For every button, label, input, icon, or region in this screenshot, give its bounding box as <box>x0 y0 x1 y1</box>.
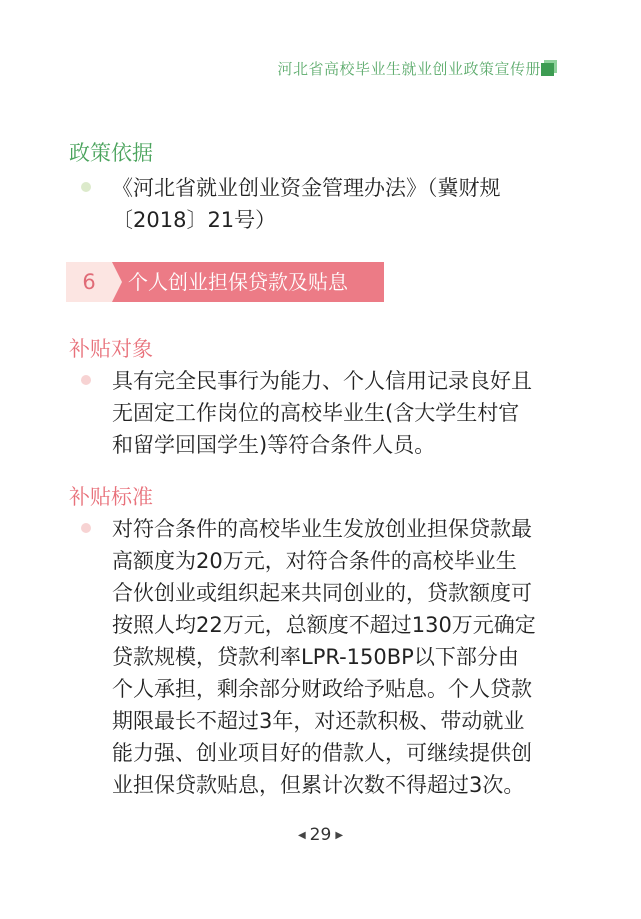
policy-basis-heading: 政策依据 <box>69 141 153 165</box>
text-line: 贷款规模，贷款利率LPR-150BP以下部分由 <box>112 645 519 669</box>
page-number-text: 29 <box>309 825 332 845</box>
triangle-left-icon: ◀ <box>297 829 306 841</box>
text-line: 和留学回国学生)等符合条件人员。 <box>112 433 436 457</box>
text-line: 对符合条件的高校毕业生发放创业担保贷款最 <box>112 517 532 541</box>
subsidy-target-text <box>112 365 560 461</box>
text-line: 期限最长不超过3年，对还款积极、带动就业 <box>112 709 525 733</box>
policy-basis-line2: 〔2018〕21号） <box>112 208 277 232</box>
subsidy-standard-text <box>112 513 560 801</box>
bullet-icon <box>81 375 91 385</box>
triangle-right-icon: ▶ <box>335 829 344 841</box>
text-line: 能力强、创业项目好的借款人，可继续提供创 <box>112 741 532 765</box>
text-line: 无固定工作岗位的高校毕业生(含大学生村官 <box>112 401 520 425</box>
text-line: 具有完全民事行为能力、个人信用记录良好且 <box>112 369 532 393</box>
book-icon <box>541 60 557 76</box>
subsidy-target-heading: 补贴对象 <box>69 337 153 361</box>
bullet-icon <box>81 182 91 192</box>
text-line: 按照人均22万元，总额度不超过130万元确定 <box>112 613 536 637</box>
text-line: 业担保贷款贴息，但累计次数不得超过3次。 <box>112 773 525 797</box>
bullet-icon <box>81 523 91 533</box>
section-number: 6 <box>82 270 96 294</box>
text-line: 个人承担，剩余部分财政给予贴息。个人贷款 <box>112 677 532 701</box>
section-title: 个人创业担保贷款及贴息 <box>128 270 348 294</box>
subsidy-standard-heading: 补贴标准 <box>69 485 153 509</box>
section-arrow-icon <box>112 262 122 302</box>
header-title: 河北省高校毕业生就业创业政策宣传册 <box>277 60 541 78</box>
running-header <box>277 58 541 79</box>
policy-basis-line1: 《河北省就业创业资金管理办法》（冀财规 <box>112 176 501 200</box>
policy-basis-item <box>112 172 560 236</box>
text-line: 高额度为20万元，对符合条件的高校毕业生 <box>112 549 517 573</box>
text-line: 合伙创业或组织起来共同创业的，贷款额度可 <box>112 581 532 605</box>
page-number <box>0 825 641 845</box>
